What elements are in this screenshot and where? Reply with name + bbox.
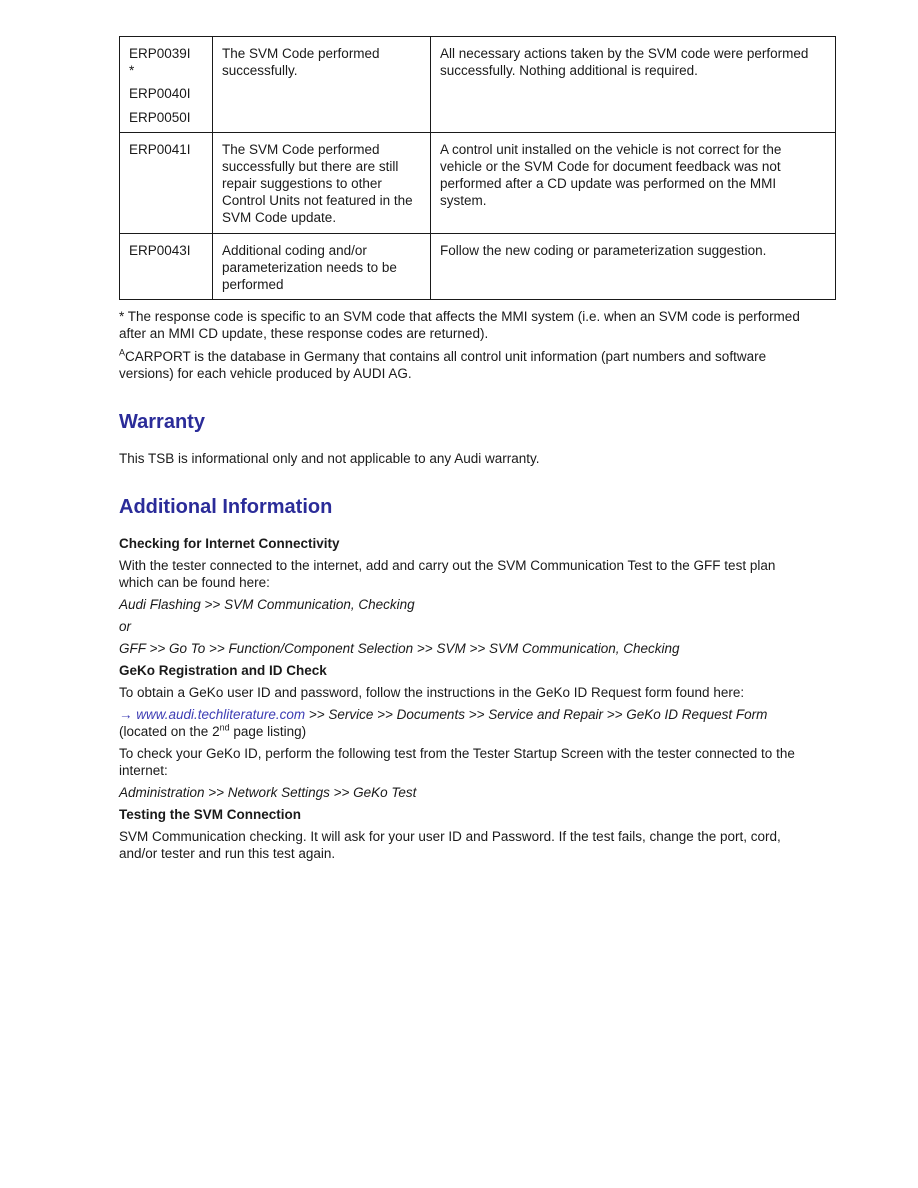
techliterature-link[interactable]: www.audi.techliterature.com	[136, 707, 306, 722]
geko-link-note: (located on the 2nd page listing)	[119, 722, 307, 739]
document-content	[119, 36, 809, 867]
response-code: ERP0050I	[129, 110, 191, 125]
code-cell	[120, 133, 213, 234]
warranty-body: This TSB is informational only and not applicable to any Audi warranty.	[119, 451, 540, 466]
table-row	[120, 133, 836, 234]
geko-intro: To obtain a GeKo user ID and password, follow the instructions in the GeKo ID Request form found here:	[119, 685, 745, 700]
action-cell: A control unit installed on the vehicle is not correct for the vehicle or the SVM Code for document feedback was not performed after a CD update was performed on the MMI system.	[431, 133, 836, 234]
subheading-testing-svm: Testing the SVM Connection	[119, 807, 301, 822]
svm-test-body: SVM Communication checking. It will ask for your user ID and Password. If the test fails, change the port, cord, and/or tester and run this test again.	[119, 829, 781, 861]
action-cell: All necessary actions taken by the SVM code were performed successfully. Nothing additional is required.	[431, 37, 836, 133]
description-cell: The SVM Code performed successfully.	[213, 37, 431, 133]
description-cell: Additional coding and/or parameterization needs to be performed	[213, 234, 431, 300]
right-arrow-icon: →	[119, 707, 133, 722]
footnote-carport-text: CARPORT is the database in Germany that contains all control unit information (part numbers and software versions) for each vehicle produced by AUDI AG.	[119, 349, 767, 381]
response-code: ERP0040I	[129, 86, 191, 101]
geko-link-line	[119, 706, 809, 740]
warranty-heading: Warranty	[119, 411, 205, 433]
subheading-internet-connectivity: Checking for Internet Connectivity	[119, 536, 340, 551]
footnote-superscript: A	[119, 347, 126, 358]
asterisk-marker: *	[129, 63, 135, 78]
table-row	[120, 234, 836, 300]
description-cell: The SVM Code performed successfully but there are still repair suggestions to other Control Units not featured in the SVM Code update.	[213, 133, 431, 234]
table-row	[120, 37, 836, 133]
internet-intro: With the tester connected to the internet, add and carry out the SVM Communication Test to the GFF test plan which can be found here:	[119, 558, 776, 590]
response-code: ERP0043I	[129, 243, 191, 258]
response-code-table	[119, 36, 836, 300]
additional-information-heading: Additional Information	[119, 496, 333, 518]
response-code: ERP0041I	[129, 142, 191, 157]
action-cell: Follow the new coding or parameterization suggestion.	[431, 234, 836, 300]
geko-check-intro: To check your GeKo ID, perform the following test from the Tester Startup Screen with the tester connected to the internet:	[119, 746, 795, 778]
footnote-asterisk: * The response code is specific to an SVM code that affects the MMI system (i.e. when an SVM code is performed after an MMI CD update, these response codes are returned).	[119, 309, 800, 341]
response-code: ERP0039I	[129, 46, 191, 61]
menu-path-audi-flashing: Audi Flashing >> SVM Communication, Checking	[119, 597, 415, 612]
code-cell	[120, 37, 213, 133]
geko-link-path: >> Service >> Documents >> Service and Repair >> GeKo ID Request Form	[308, 707, 768, 722]
ordinal-superscript: nd	[219, 722, 230, 733]
menu-path-geko-test: Administration >> Network Settings >> GeKo Test	[119, 785, 417, 800]
menu-path-gff: GFF >> Go To >> Function/Component Selection >> SVM >> SVM Communication, Checking	[119, 641, 680, 656]
code-cell	[120, 234, 213, 300]
subheading-geko-registration: GeKo Registration and ID Check	[119, 663, 327, 678]
footnote-carport	[119, 348, 809, 382]
or-separator: or	[119, 619, 132, 634]
